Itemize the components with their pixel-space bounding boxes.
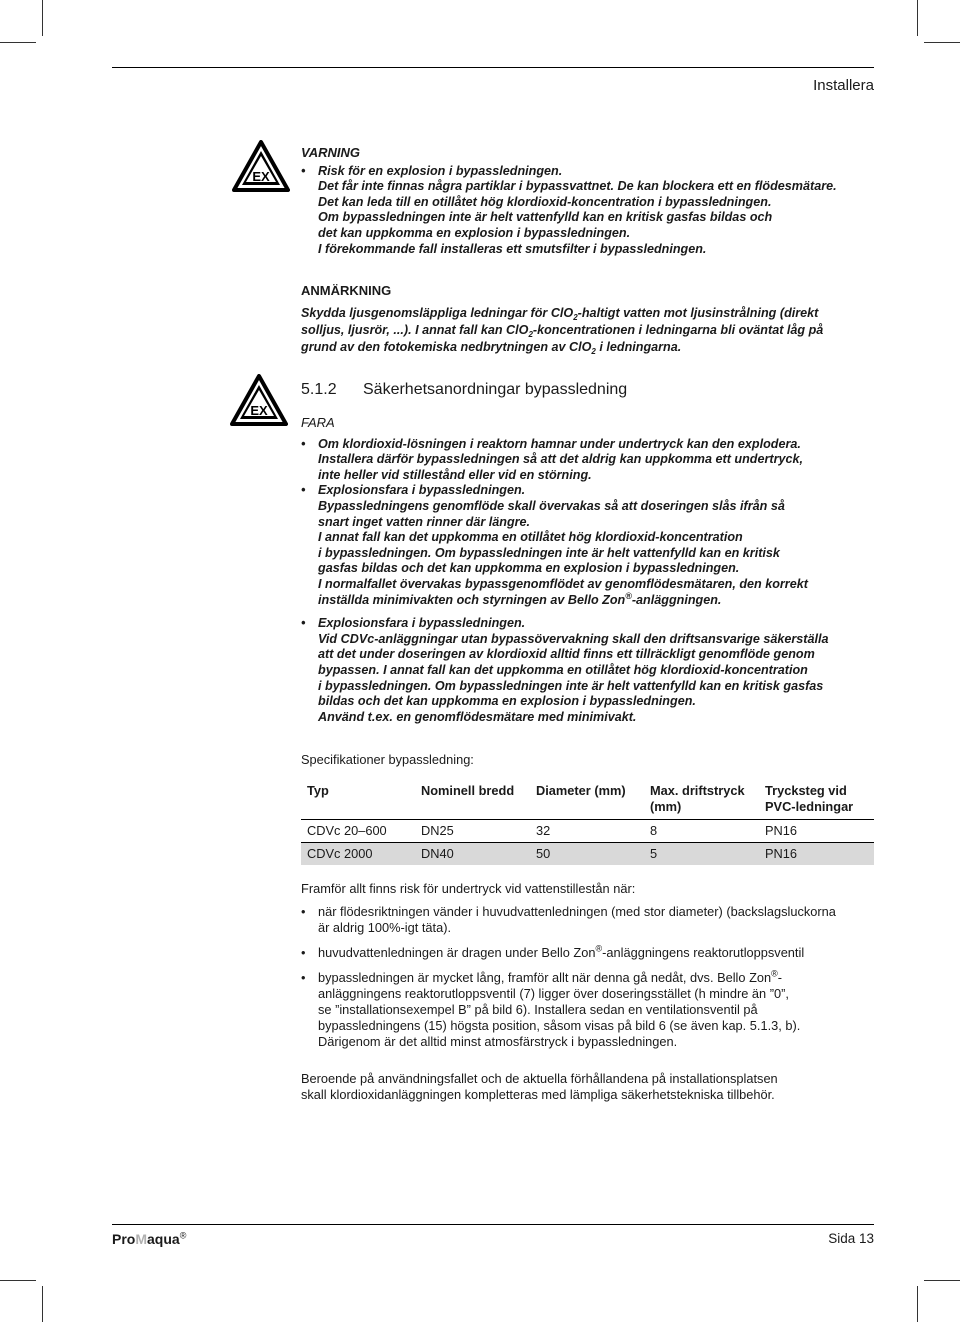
table-cell: 32	[536, 823, 551, 838]
closing-line: skall klordioxidanläggningen kompletteras med lämpliga säkerhetstekniska tillbehör.	[301, 1087, 775, 1102]
danger-line: gasfas bildas och det kan uppkomma en explosion i bypassledningen.	[318, 561, 740, 576]
warning-line: I förekommande fall installeras ett smutsfilter i bypassledningen.	[318, 241, 707, 256]
warning-line: Det kan leda till en otillåtet hög klordioxid-koncentration i bypassledningen.	[318, 194, 772, 209]
spec-table	[301, 779, 874, 865]
bullet: •	[301, 163, 306, 178]
footer-rule	[112, 1224, 874, 1225]
risk-intro: Framför allt finns risk för undertryck vid vattenstillestån när:	[301, 881, 636, 896]
danger-line: i bypassledningen. Om bypassledningen inte är helt vattenfylld kan en kritisk	[318, 545, 780, 560]
danger-line: bypassen. I annat fall kan det uppkomma en otillåtet hög klordioxid-koncentration	[318, 662, 808, 677]
crop-mark	[924, 42, 960, 43]
warning-block	[301, 145, 861, 257]
danger-line: inte heller vid stillestånd eller vid en störning.	[318, 467, 592, 482]
danger-line: Bypassledningens genomflöde skall övervakas så att doseringen slås ifrån så	[318, 498, 785, 513]
ex-label: EX	[250, 403, 268, 418]
section-heading	[301, 381, 627, 399]
table-row	[301, 820, 874, 843]
risk-line: bypassledningens (15) högsta position, såsom visas på bild 6 (se även kap. 5.1.3, b).	[318, 1018, 801, 1033]
warning-line: det kan uppkomma en explosion i bypassledningen.	[318, 225, 631, 240]
danger-line: Vid CDVc-anläggningar utan bypassövervakning skall den driftsansvarige säkerställa	[318, 631, 829, 646]
risk-block	[301, 881, 881, 1050]
crop-mark	[42, 0, 43, 36]
bullet: •	[301, 945, 306, 960]
crop-mark	[42, 1286, 43, 1322]
table-cell: PN16	[765, 823, 798, 838]
risk-line: huvudvattenledningen är dragen under Bello Zon®-anläggningens reaktorutloppsventil	[318, 943, 805, 960]
note-block	[301, 283, 861, 356]
bullet: •	[301, 483, 306, 498]
warning-line: Risk för en explosion i bypassledningen.	[318, 163, 563, 178]
table-header-cell: Trycksteg vid PVC-ledningar	[765, 783, 854, 814]
crop-mark	[917, 1286, 918, 1322]
bullet: •	[301, 970, 306, 985]
risk-line: se ”installationsexempel B” på bild 6). Installera sedan en ventilationsventil på	[318, 1002, 758, 1017]
header-title: Installera	[813, 77, 874, 94]
danger-block	[301, 415, 861, 725]
danger-line: att det under doseringen av klordioxid alltid finns ett tillräckligt genomflöde genom	[318, 647, 815, 662]
closing-paragraph	[301, 1071, 778, 1103]
table-header-cell: Typ	[307, 783, 329, 798]
danger-line: Om klordioxid-lösningen i reaktorn hamnar under undertryck kan den explodera.	[318, 436, 801, 451]
note-line: Skydda ljusgenomsläppliga ledningar för ClO$_2$-haltigt vatten mot ljusinstrålning (direkt	[301, 305, 819, 322]
danger-line: Explosionsfara i bypassledningen.	[318, 483, 526, 498]
ex-hazard-icon	[230, 374, 288, 426]
bullet: •	[301, 616, 306, 631]
closing-line: Beroende på användningsfallet och de aktuella förhållandena på installationsplatsen	[301, 1071, 778, 1086]
danger-line: i bypassledningen. Om bypassledningen inte är helt vattenfylld kan en kritisk gasfas	[318, 678, 824, 693]
danger-line: snart inget vatten rinner där längre.	[318, 514, 531, 529]
note-caption: ANMÄRKNING	[301, 283, 392, 298]
warning-line: Det får inte finnas några partiklar i bypassvattnet. De kan blockera ett en flödesmätare.	[318, 179, 837, 194]
danger-line: Använd t.ex. en genomflödesmätare med minimivakt.	[318, 709, 637, 724]
note-line: grund av den fotokemiska nedbrytningen av ClO$_2$ i ledningarna.	[301, 339, 682, 356]
table-header-cell: Max. driftstryck (mm)	[650, 783, 745, 814]
danger-line: I normalfallet övervakas bypassgenomflödet av genomflödesmätaren, den korrekt	[318, 576, 808, 591]
brand-logo: ProMaqua®	[112, 1230, 187, 1247]
table-cell: CDVc 2000	[307, 846, 373, 861]
bullet: •	[301, 436, 306, 451]
table-cell: 5	[650, 846, 658, 861]
table-header-cell: Nominell bredd	[421, 783, 515, 798]
table-cell: CDVc 20–600	[307, 823, 387, 838]
risk-line: Därigenom är det alltid minst atmosfärstryck i bypassledningen.	[318, 1034, 678, 1049]
table-cell: PN16	[765, 846, 798, 861]
section-number: 5.1.2	[301, 381, 337, 398]
crop-mark	[0, 1280, 36, 1281]
section-title: Säkerhetsanordningar bypassledning	[363, 381, 628, 398]
danger-line: Installera därför bypassledningen så att det aldrig kan uppkomma ett undertryck,	[318, 452, 803, 467]
risk-line: är aldrig 100%-igt täta).	[318, 920, 452, 935]
risk-line: när flödesriktningen vänder i huvudvattenledningen (med stor diameter) (backslagsluckorna	[318, 904, 836, 919]
table-cell: 8	[650, 823, 658, 838]
spec-caption: Specifikationer bypassledning:	[301, 752, 474, 767]
risk-line: anläggningens reaktorutloppsventil (7) ligger över doseringsstället (h mindre än ”0”,	[318, 986, 789, 1001]
note-line: solljus, ljusrör, ...). I annat fall kan ClO$_2$-koncentrationen i ledningarna bli oväntat låg på	[301, 322, 824, 339]
crop-mark	[924, 1280, 960, 1281]
table-header-cell: Diameter (mm)	[536, 783, 626, 798]
ex-hazard-icon	[232, 140, 290, 192]
danger-caption: FARA	[301, 415, 335, 430]
crop-mark	[917, 0, 918, 36]
bullet: •	[301, 904, 306, 919]
table-cell: DN25	[421, 823, 454, 838]
warning-line: Om bypassledningen inte är helt vattenfylld kan en kritisk gasfas bildas och	[318, 210, 773, 225]
ex-label: EX	[252, 169, 270, 184]
table-cell: DN40	[421, 846, 454, 861]
danger-line: I annat fall kan det uppkomma en otillåtet hög klordioxid-koncentration	[318, 530, 743, 545]
crop-mark	[0, 42, 36, 43]
danger-line: bildas och det kan uppkomma en explosion i bypassledningen.	[318, 694, 696, 709]
danger-line: inställda minimivakten och styrningen av Bello Zon®-anläggningen.	[318, 590, 722, 607]
table-cell: 50	[536, 846, 551, 861]
table-row	[301, 843, 874, 866]
page-number: Sida 13	[828, 1231, 874, 1246]
header-rule	[112, 67, 874, 68]
table-header-row	[301, 779, 874, 820]
risk-line: bypassledningen är mycket lång, framför allt när denna gå nedåt, dvs. Bello Zon®-	[318, 968, 783, 985]
warning-caption: VARNING	[301, 145, 360, 160]
danger-line: Explosionsfara i bypassledningen.	[318, 616, 526, 631]
